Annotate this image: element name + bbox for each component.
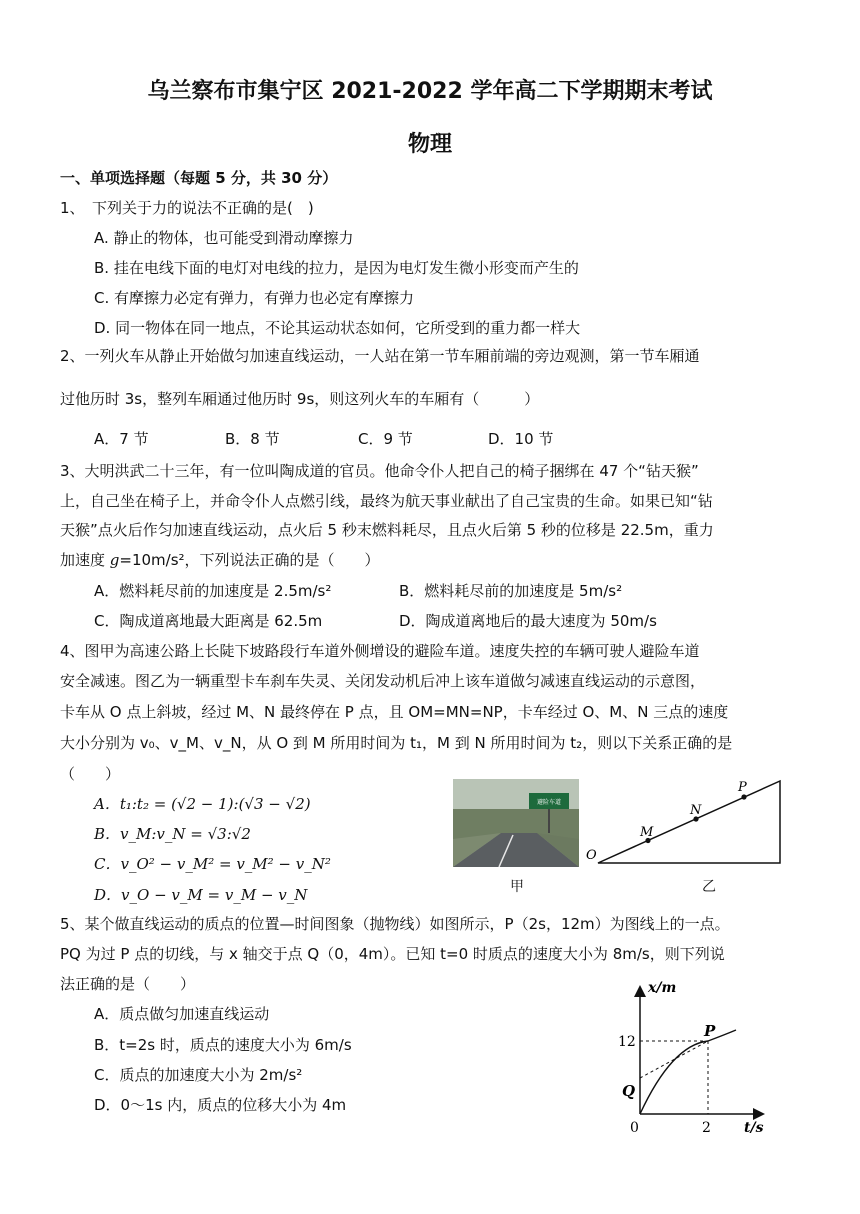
- q3-gravity-symbol: g: [109, 551, 120, 569]
- q4-stem-line1: 4、图甲为高速公路上长陡下坡路段行车道外侧增设的避险车道。速度失控的车辆可驶人避险车道: [60, 642, 700, 660]
- q4-option-d: D．v_O − v_M = v_M − v_N: [94, 886, 308, 904]
- q5-option-b: B．t=2s 时，质点的速度大小为 6m/s: [94, 1036, 352, 1054]
- q5-stem-line1: 5、某个做直线运动的质点的位置—时间图象（抛物线）如图所示，P（2s，12m）为图线上的一点。: [60, 915, 730, 933]
- incline-triangle: [598, 781, 780, 863]
- q5-stem-line3: 法正确的是（ ）: [60, 975, 196, 993]
- graph-y-tick-12: 12: [618, 1034, 636, 1050]
- graph-origin-label: 0: [630, 1120, 639, 1136]
- parabola-curve: [640, 1030, 736, 1114]
- q4-stem-line4: 大小分别为 v₀、v_M、v_N，从 O 到 M 所用时间为 t₁，M 到 N 所用时间为 t₂，则以下关系正确的是: [60, 734, 733, 752]
- graph-point-p-label: P: [704, 1022, 716, 1040]
- q5-stem-line2: PQ 为过 P 点的切线，与 x 轴交于点 Q（0，4m）。已知 t=0 时质点的速度大小为 8m/s，则下列说: [60, 945, 725, 963]
- q2-option-d: D．10 节: [488, 430, 554, 448]
- point-p-dot: [741, 794, 746, 799]
- figure-jia-caption: 甲: [510, 879, 524, 895]
- escape-lane-photo: [453, 779, 579, 867]
- q3-option-d: D．陶成道离地后的最大速度为 50m/s: [399, 612, 657, 630]
- q1-option-d: D. 同一物体在同一地点，不论其运动状态如何，它所受到的重力都一样大: [94, 319, 581, 337]
- q1-stem: 1、 下列关于力的说法不正确的是( ): [60, 199, 314, 217]
- q2-option-b: B．8 节: [225, 430, 280, 448]
- point-m-label: M: [640, 825, 654, 840]
- q5-option-a: A．质点做匀加速直线运动: [94, 1005, 270, 1023]
- graph-x-label: t/s: [744, 1120, 764, 1136]
- q1-option-b: B. 挂在电线下面的电灯对电线的拉力，是因为电灯发生微小形变而产生的: [94, 259, 579, 277]
- q4-option-a: A．t₁:t₂ = (√2 − 1):(√3 − √2): [94, 795, 311, 813]
- q3-option-b: B．燃料耗尽前的加速度是 5m/s²: [399, 582, 623, 600]
- q3-option-a: A．燃料耗尽前的加速度是 2.5m/s²: [94, 582, 332, 600]
- q3-stem-line3: 天猴”点火后作匀加速直线运动，点火后 5 秒末燃料耗尽，且点火后第 5 秒的位移是 22.5m，重力: [60, 521, 714, 539]
- exam-title: 乌兰察布市集宁区 2021-2022 学年高二下学期期末考试: [147, 79, 713, 104]
- q2-stem-line1: 2、一列火车从静止开始做匀加速直线运动，一人站在第一节车厢前端的旁边观测，第一节车厢通: [60, 347, 700, 365]
- graph-y-label: x/m: [648, 980, 677, 996]
- point-n-label: N: [690, 803, 702, 818]
- section-heading: 一、单项选择题（每题 5 分，共 30 分）: [60, 169, 338, 187]
- graph-x-tick-2: 2: [702, 1120, 711, 1136]
- q5-option-c: C．质点的加速度大小为 2m/s²: [94, 1066, 303, 1084]
- subject-title: 物理: [407, 132, 452, 157]
- q3-stem-line2: 上，自己坐在椅子上，并命令仆人点燃引线，最终为航天事业献出了自己宝贵的生命。如果已知“钻: [60, 492, 713, 510]
- q4-stem-line5: （ ）: [60, 765, 121, 783]
- q5-option-d: D．0～1s 内，质点的位移大小为 4m: [94, 1096, 347, 1114]
- q4-stem-line3: 卡车从 O 点上斜坡，经过 M、N 最终停在 P 点，且 OM=MN=NP，卡车经过 O、M、N 三点的速度: [60, 703, 729, 721]
- q2-option-c: C．9 节: [358, 430, 413, 448]
- q4-stem-line2: 安全减速。图乙为一辆重型卡车刹车失灵、关闭发动机后冲上该车道做匀减速直线运动的示意图，: [60, 672, 706, 690]
- q3-option-c: C．陶成道离地最大距离是 62.5m: [94, 612, 323, 630]
- q1-option-a: A. 静止的物体，也可能受到滑动摩擦力: [94, 229, 354, 247]
- escape-lane-photo-drawing: [453, 779, 579, 867]
- q3-stem-line1: 3、大明洪武二十三年，有一位叫陶成道的官员。他命令仆人把自己的椅子捆绑在 47 个“钻天猴”: [60, 462, 699, 480]
- q3-stem-line4: [60, 549, 380, 571]
- road-sign-text: 避险车道: [536, 799, 562, 806]
- q2-stem-line2: 过他历时 3s，整列车厢通过他历时 9s，则这列火车的车厢有（ ）: [60, 390, 540, 408]
- incline-diagram: [580, 776, 810, 872]
- q2-option-a: A．7 节: [94, 430, 149, 448]
- figure-yi-caption: 乙: [702, 879, 716, 895]
- point-o-label: O: [586, 848, 597, 863]
- q4-option-c: C．v_O² − v_M² = v_M² − v_N²: [94, 855, 331, 873]
- q4-option-b: B．v_M:v_N = √3:√2: [94, 825, 251, 843]
- q3-line4-text-a: 加速度: [60, 551, 110, 569]
- tangent-line-pq: [640, 1041, 708, 1078]
- q1-option-c: C. 有摩擦力必定有弹力，有弹力也必定有摩擦力: [94, 289, 415, 307]
- point-p-label: P: [738, 780, 747, 795]
- graph-point-q-label: Q: [622, 1082, 636, 1100]
- q3-line4-text-b: =10m/s²，下列说法正确的是（ ）: [119, 551, 380, 569]
- position-time-graph: [612, 980, 772, 1140]
